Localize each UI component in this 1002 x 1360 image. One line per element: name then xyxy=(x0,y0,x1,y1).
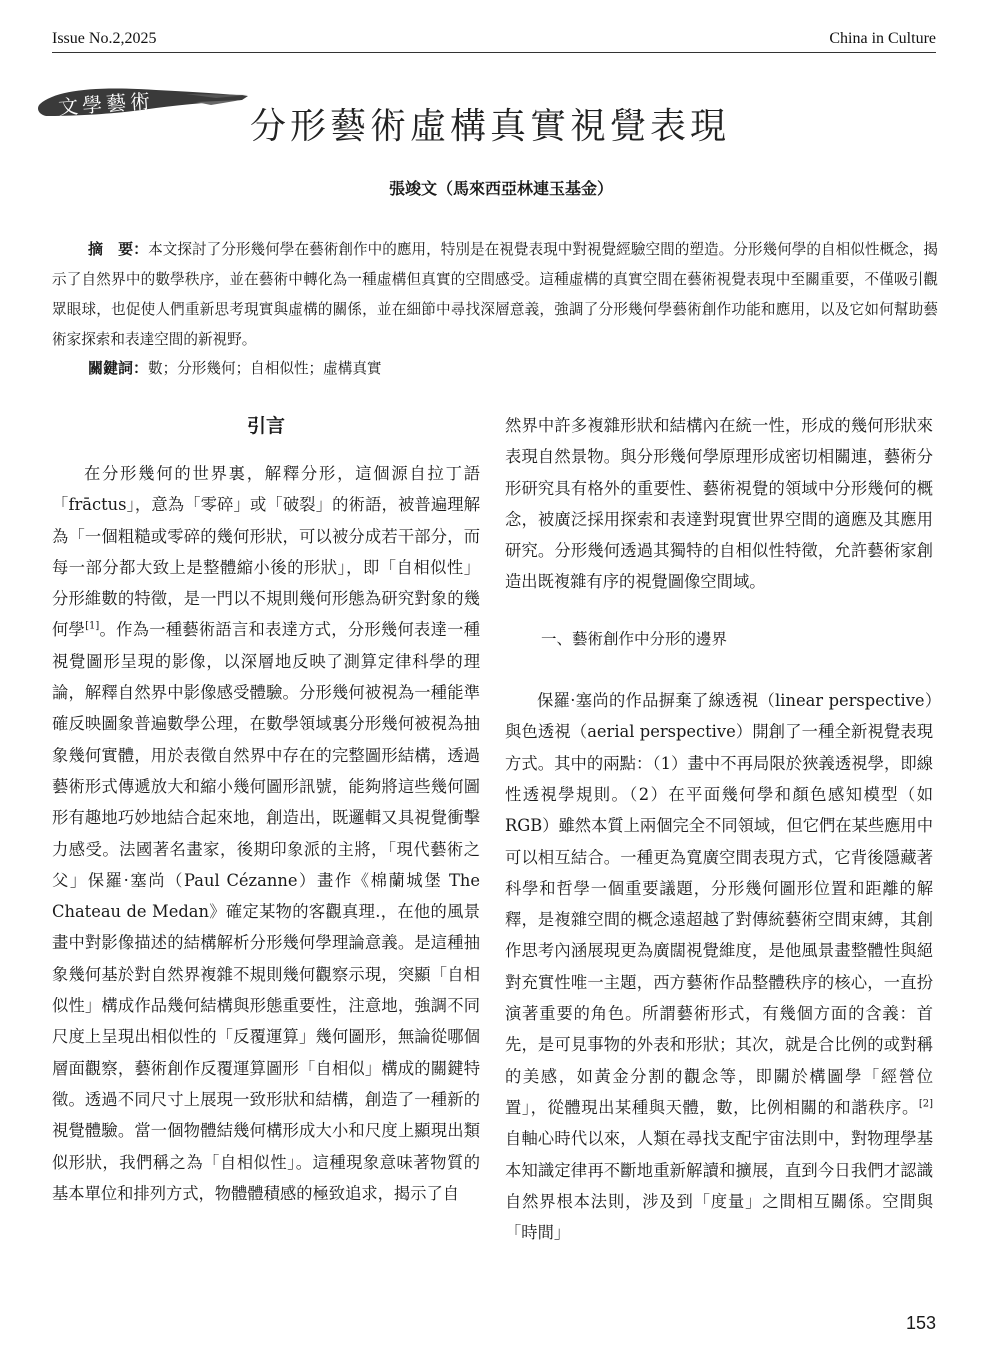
footnote-ref-1[interactable]: [1] xyxy=(85,621,100,633)
keywords-text: 數；分形幾何；自相似性；虛構真實 xyxy=(148,360,382,377)
continued-paragraph: 然界中許多複雜形狀和結構內在統一性，形成的幾何形狀來表現自然景物。與分形幾何學原理形成密切相關連，藝術分形研究具有格外的重要性、藝術視覺的領域中分形幾何的概念，被廣泛採用探索和表達對現實世界空間的適應及其應用研究。分形幾何透過其獨特的自相似性特徵，允許藝術家創造出既複雜有序的視覺圖像空間域。 xyxy=(505,416,933,592)
left-column xyxy=(52,408,480,1209)
abstract-text: 本文探討了分形幾何學在藝術創作中的應用，特別是在視覺表現中對視覺經驗空間的塑造。分形幾何學的自相似性概念，揭示了自然界中的數學秩序，並在藝術中轉化為一種虛構但真實的空間感受。這種虛構的真實空間在藝術視覺表現中至關重要，不僅吸引觀眾眼球，也促使人們重新思考現實與虛構的關係，並在細節中尋找深層意義，強調了分形幾何學藝術創作功能和應用，以及它如何幫助藝術家探索和表達空間的新視野。 xyxy=(52,241,938,348)
footnote-ref-2[interactable]: [2] xyxy=(918,1098,933,1110)
running-header xyxy=(52,28,936,53)
keywords xyxy=(88,353,938,384)
intro-text-part2: 。作為一種藝術語言和表達方式，分形幾何表達一種視覺圖形呈現的影像，以深層地反映了測算定律科學的理論，解釋自然界中影像感受體驗。分形幾何被視為一種能準確反映圖象普遍數學公理，在數學領域裏分形幾何被視為抽象幾何實體，用於表徵自然界中存在的完整圖形結構，透過藝術形式傳遞放大和縮小幾何圖形訊號，能夠將這些幾何圖形有趣地巧妙地結合起來地，創造出，既邏輯又具視覺衝擊力感受。法國著名畫家，後期印象派的主將，「現代藝術之父」保羅·塞尚（Paul Cézanne）畫作《棉蘭城堡 The Chateau de Medan》確定某物的客觀真理.，在他的風景畫中對影像描述的結構解析分形幾何學理論意義。是這種抽象幾何基於對自然界複雜不規則幾何觀察示現，突顯「自相似性」構成作品幾何結構與形態重要性，注意地，強調不同尺度上呈現出相似性的「反覆運算」幾何圖形，無論從哪個層面觀察，藝術創作反覆運算圖形「自相似」構成的關鍵特徵。透過不同尺寸上展現一致形狀和結構，創造了一種新的視覺體驗。當一個物體結幾何構形成大小和尺度上顯現出類似形狀，我們稱之為「自相似性」。這種現象意味著物質的基本單位和排列方式，物體體積感的極致追求，揭示了自 xyxy=(52,620,480,1203)
author-line: 張竣文（馬來西亞林連玉基金） xyxy=(388,179,613,198)
abstract-label: 摘 要： xyxy=(88,240,149,258)
section-heading-1: 一、藝術創作中分形的邊界 xyxy=(541,629,728,648)
page-number: 153 xyxy=(905,1313,936,1333)
right-column xyxy=(505,410,933,1248)
section-paragraph xyxy=(505,685,933,1248)
section-text-part2: 自軸心時代以來，人類在尋找支配宇宙法則中，對物理學基本知識定律再不斷地重新解讀和擴展，直到今日我們才認識自然界根本法則，涉及到「度量」之間相互關係。空間與「時間」 xyxy=(505,1129,933,1243)
journal-name: China in Culture xyxy=(829,30,936,47)
intro-text-part1: 在分形幾何的世界裏，解釋分形，這個源自拉丁語「frāctus」，意為「零碎」或「破裂」的術語，被普遍理解為「一個粗糙或零碎的幾何形狀，可以被分成若干部分，而每一部分都大致上是整體縮小後的形狀」，即「自相似性」分形維數的特徵，是一門以不規則幾何形態為研究對象的幾何學 xyxy=(52,464,480,640)
keywords-label: 關鍵詞： xyxy=(88,359,149,377)
section-text-part1: 保羅·塞尚的作品摒棄了線透視（linear perspective）與色透視（aerial perspective）開創了一種全新視覺表現方式。其中的兩點：（1）畫中不再局限於狹義透視學，即線性透視學規則。（2）在平面幾何學和顏色感知模型（如RGB）雖然本質上兩個完全不同領域，但它們在某些應用中可以相互結合。一種更為寬廣空間表現方式，它背後隱藏著科學和哲學一個重要議題，分形幾何圖形位置和距離的解釋，是複雜空間的概念遠超越了對傳統藝術空間束縛，其創作思考內涵展現更為廣闊視覺維度，是他風景畫整體性與絕對充實性唯一主題，西方藝術作品整體秩序的核心，一直扮演著重要的角色。所謂藝術形式，有幾個方面的含義：首先，是可見事物的外表和形狀；其次，就是合比例的或對稱的美感，如黃金分割的觀念等，即關於構圖學「經營位置」，從體現出某種與天體，數，比例相關的和諧秩序。 xyxy=(505,691,933,1117)
abstract xyxy=(52,234,938,355)
column-tag: 文學藝術 xyxy=(57,88,155,120)
issue-number: Issue No.2,2025 xyxy=(52,30,157,47)
intro-paragraph xyxy=(52,458,480,1209)
intro-heading: 引言 xyxy=(246,415,285,437)
article-title: 分形藝術虛構真實視覺表現 xyxy=(249,106,730,147)
